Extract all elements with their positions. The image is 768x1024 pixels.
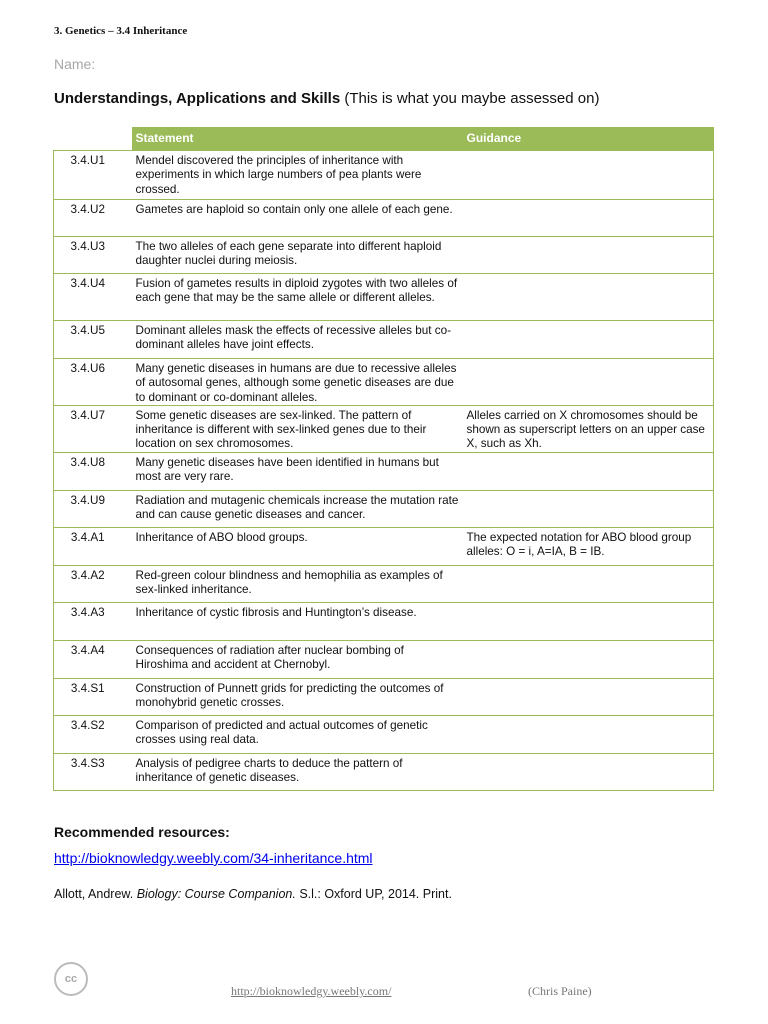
row-id: 3.4.U5: [54, 321, 132, 359]
table-row: [54, 565, 714, 602]
row-statement: Construction of Punnett grids for predicting the outcomes of monohybrid genetic crosses.: [132, 678, 463, 715]
row-guidance: [463, 490, 714, 527]
footer-author: (Chris Paine): [528, 984, 592, 998]
table-row: [54, 715, 714, 753]
row-id: 3.4.A3: [54, 602, 132, 640]
row-guidance: [463, 452, 714, 490]
row-statement: Red-green colour blindness and hemophilia as examples of sex-linked inheritance.: [132, 565, 463, 602]
row-statement: The two alleles of each gene separate into different haploid daughter nuclei during meiosis.: [132, 237, 463, 274]
citation: [54, 887, 452, 901]
row-guidance: [463, 715, 714, 753]
resources-heading: Recommended resources:: [54, 824, 230, 840]
table-row: [54, 678, 714, 715]
table-row: [54, 490, 714, 527]
row-guidance: [463, 602, 714, 640]
row-statement: Comparison of predicted and actual outcomes of genetic crosses using real data.: [132, 715, 463, 753]
row-id: 3.4.U8: [54, 452, 132, 490]
row-statement: Fusion of gametes results in diploid zygotes with two alleles of each gene that may be the same allele or different alleles.: [132, 274, 463, 321]
document-title: 3. Genetics – 3.4 Inheritance: [54, 25, 188, 37]
row-statement: Some genetic diseases are sex-linked. The pattern of inheritance is different with sex-linked genes due to their location on sex chromosomes.: [132, 405, 463, 452]
table-row: [54, 527, 714, 565]
creative-commons-icon: cc: [54, 962, 88, 996]
table-row: [54, 237, 714, 274]
header-statement: Statement: [132, 127, 463, 151]
header-id-cell: [54, 127, 132, 151]
row-id: 3.4.U7: [54, 405, 132, 452]
table-row: [54, 452, 714, 490]
row-id: 3.4.A1: [54, 527, 132, 565]
citation-rest: S.l.: Oxford UP, 2014. Print.: [299, 887, 452, 901]
table-row: [54, 753, 714, 790]
row-statement: Inheritance of ABO blood groups.: [132, 527, 463, 565]
table-row: [54, 274, 714, 321]
citation-title: Biology: Course Companion.: [136, 887, 296, 901]
row-statement: Consequences of radiation after nuclear bombing of Hiroshima and accident at Chernobyl.: [132, 640, 463, 678]
understandings-table: [53, 127, 714, 791]
table-row: [54, 640, 714, 678]
row-guidance: [463, 321, 714, 359]
row-id: 3.4.U1: [54, 151, 132, 200]
header-guidance: Guidance: [463, 127, 714, 151]
table-row: [54, 405, 714, 452]
row-id: 3.4.A2: [54, 565, 132, 602]
table-row: [54, 200, 714, 237]
citation-author: Allott, Andrew.: [54, 887, 134, 901]
row-id: 3.4.S2: [54, 715, 132, 753]
row-guidance: Alleles carried on X chromosomes should be shown as superscript letters on an upper case X, such as Xh.: [463, 405, 714, 452]
row-id: 3.4.U4: [54, 274, 132, 321]
section-heading: [54, 90, 599, 107]
row-guidance: [463, 640, 714, 678]
table-header-row: [54, 127, 714, 151]
name-label: Name:: [54, 56, 96, 72]
row-statement: Inheritance of cystic fibrosis and Huntington’s disease.: [132, 602, 463, 640]
table-row: [54, 151, 714, 200]
section-heading-bold: Understandings, Applications and Skills: [54, 90, 341, 107]
section-heading-note: (This is what you maybe assessed on): [344, 90, 600, 107]
row-id: 3.4.U6: [54, 359, 132, 406]
row-guidance: [463, 151, 714, 200]
row-guidance: [463, 359, 714, 406]
row-id: 3.4.S3: [54, 753, 132, 790]
row-statement: Mendel discovered the principles of inheritance with experiments in which large numbers of pea plants were crossed.: [132, 151, 463, 200]
row-guidance: The expected notation for ABO blood group alleles: O = i, A=IA, B = IB.: [463, 527, 714, 565]
table-row: [54, 321, 714, 359]
row-guidance: [463, 274, 714, 321]
row-guidance: [463, 753, 714, 790]
table-row: [54, 359, 714, 406]
row-guidance: [463, 678, 714, 715]
row-statement: Dominant alleles mask the effects of recessive alleles but co-dominant alleles have joint effects.: [132, 321, 463, 359]
row-id: 3.4.U3: [54, 237, 132, 274]
row-id: 3.4.S1: [54, 678, 132, 715]
resource-link[interactable]: http://bioknowledgy.weebly.com/34-inheritance.html: [54, 850, 373, 866]
row-statement: Radiation and mutagenic chemicals increase the mutation rate and can cause genetic diseases and cancer.: [132, 490, 463, 527]
row-statement: Analysis of pedigree charts to deduce the pattern of inheritance of genetic diseases.: [132, 753, 463, 790]
row-statement: Many genetic diseases in humans are due to recessive alleles of autosomal genes, although some genetic diseases are due to dominant or co-dominant alleles.: [132, 359, 463, 406]
row-guidance: [463, 200, 714, 237]
table-row: [54, 602, 714, 640]
row-id: 3.4.U9: [54, 490, 132, 527]
row-id: 3.4.U2: [54, 200, 132, 237]
row-id: 3.4.A4: [54, 640, 132, 678]
footer-url-link[interactable]: http://bioknowledgy.weebly.com/: [231, 984, 392, 998]
row-guidance: [463, 565, 714, 602]
row-statement: Many genetic diseases have been identified in humans but most are very rare.: [132, 452, 463, 490]
row-statement: Gametes are haploid so contain only one allele of each gene.: [132, 200, 463, 237]
row-guidance: [463, 237, 714, 274]
